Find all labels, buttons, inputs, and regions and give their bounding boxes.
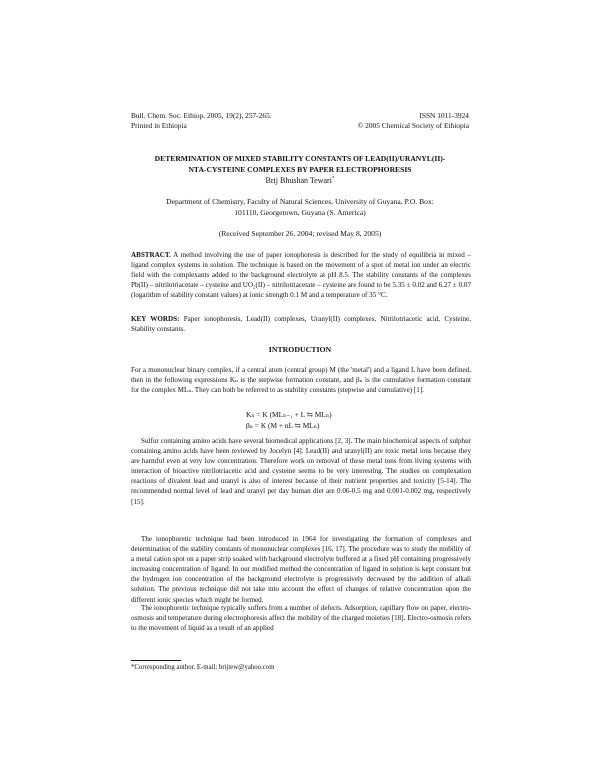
- keywords-text: Paper ionophoresis, Lead(II) complexes, Uranyl(II) complexes, Nitrilotriacetic acid, Cysteine, Stability constants.: [131, 315, 471, 333]
- issn-line: ISSN 1011-3924: [419, 111, 469, 120]
- affiliation: [130, 196, 470, 218]
- journal-citation: [131, 111, 272, 131]
- printed-in-line: Printed in Ethiopia: [131, 121, 187, 130]
- footnote-corresponding-author: *Corresponding author. E-mail: brijtew@yahoo.com: [131, 664, 275, 671]
- keywords: [131, 314, 471, 334]
- affiliation-line-1: Department of Chemistry, Faculty of Natural Sciences, University of Guyana, P.O. Box:: [166, 197, 434, 206]
- title-line-2: NTA-CYSTEINE COMPLEXES BY PAPER ELECTROPHORESIS: [188, 165, 412, 174]
- author-name: Brij Bhushan Tewari: [265, 176, 332, 185]
- paragraph-4: The ionophoretic technique typically suffers from a number of defects. Adsorption, capillary flow on paper, electro-osmosis and temperature during electrophoresis affect the mobility of the charged moieties [18]. Electro-osmosis refers to the movement of liquid as a result of an applied: [131, 604, 471, 633]
- abstract-text: A method involving the use of paper ionophoresis is described for the study of equilibria in mixed – ligand complex systems in solution. The technique is based on the movement of a spot of metal ion under an electric field with the complexants added to the background electrolyte at pH 8.5. The stability constants of the complexes Pb(II) – nitrilotriacetate – cysteine and UO₂(II) – nitrilotriacetate – cysteine are found to be 5.35 ± 0.02 and 6.27 ± 0.07 (logarithm of stability constant values) at ionic strength 0.1 M and a temperature of 35 °C.: [131, 251, 471, 299]
- title-line-1: DETERMINATION OF MIXED STABILITY CONSTANTS OF LEAD(II)/URANYL(II)-: [154, 154, 446, 163]
- keywords-label: KEY WORDS:: [131, 315, 180, 323]
- paragraph-3: The ionophoretic technique had been introduced in 1964 for investigating the formation of complexes and determination of the stability constants of mononuclear complexes [16, 17]. The procedure was to study the mobility of a metal cation spot on a paper strip soaked with background electrolyte buffered at a fixed pH containing progressively increasing concentration of ligand. In our modified method the concentration of ligand in solution is kept constant but the hydrogen ion concentration of the background electrolyte is progressively decreased by the addition of alkali solution. The previous technique did not take into account the effect of changes of relative concentration upon the different ionic species which might be formed.: [131, 535, 471, 604]
- paragraph-1: For a mononuclear binary complex, if a central atom (central group) M (the 'metal') and a ligand L have been defined, then in the following expressions Kₙ is the stepwise formation constant, and βₙ is the cumulative formation constant for the complex MLₙ. They can both be referred to as stability constants (stepwise and cumulative) [1].: [131, 366, 471, 395]
- author: [0, 176, 600, 185]
- section-heading-introduction: INTRODUCTION: [268, 345, 332, 354]
- author-mark: *: [331, 176, 335, 182]
- paper-title: [120, 153, 480, 175]
- paragraph-2: Sulfur containing amino acids have several biomedical applications [2, 3]. The main biochemical aspects of sulphur containing amino acids have been reviewed by Jocelyn [4]. Lead(II) and uranyl(II) are toxic metal ions because they are harmful even at very low concentration. Therefore work on removal of these metal ions from living systems with interaction of bioactive nitrilotriacetic acid and cysteine seems to be very interesting. The studies on complexation reactions of divalent lead and uranyl is also of interest because of their nutrient properties and toxicity [5-14]. The recommended normal level of lead and uranyl per day human diet are 0.06-0.5 mg and 0.001-0.002 mg, respectively [15].: [131, 437, 471, 506]
- affiliation-line-2: 101110, Georgetown, Guyana (S. America): [234, 208, 366, 217]
- equation-stepwise: Kₙ = K (MLₙ₋₁ + L ⇆ MLₙ): [246, 410, 332, 419]
- copyright-line: © 2005 Chemical Society of Ethiopia: [357, 121, 469, 130]
- equation-cumulative: βₙ = K (M + nL ⇆ MLₙ): [246, 421, 320, 430]
- abstract-label: ABSTRACT.: [131, 251, 171, 259]
- citation-line: Bull. Chem. Soc. Ethiop. 2005, 19(2), 257-265.: [131, 111, 272, 120]
- abstract: [131, 250, 471, 300]
- received-dates: (Received September 26, 2004; revised May 8, 2005): [218, 229, 382, 238]
- journal-issn: [358, 111, 469, 131]
- footnote-divider: [131, 660, 181, 661]
